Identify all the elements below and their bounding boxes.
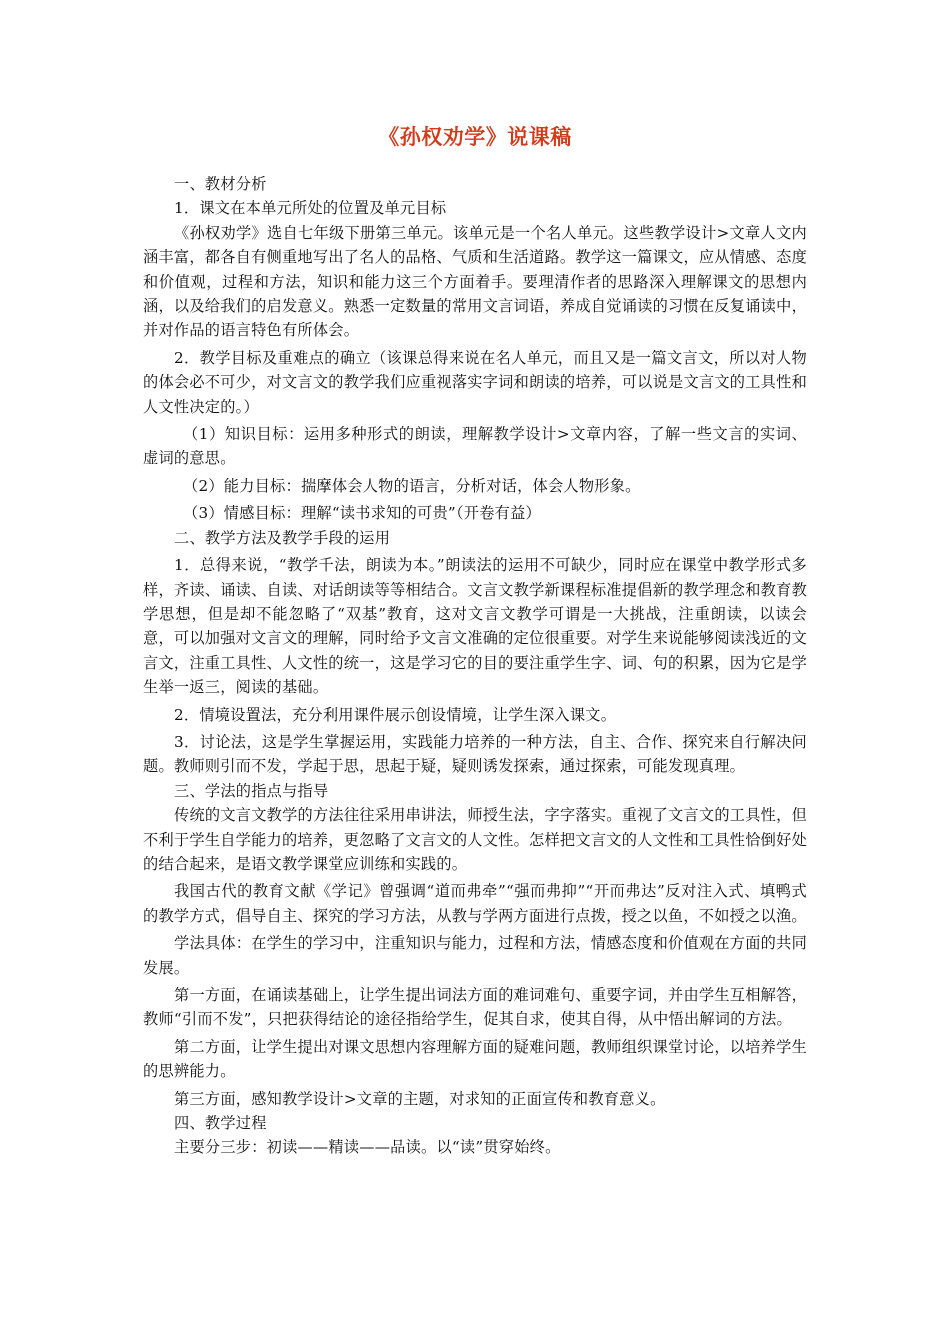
paragraph-situation-method: 2．情境设置法，充分利用课件展示创设情境，让学生深入课文。 [174,705,617,724]
paragraph-first-aspect: 第一方面，在诵读基础上，让学生提出词法方面的难词难句、重要字词，并由学生互相解答，教师“引而不发”，只把获得结论的途径指给学生，促其自求，使其自得，从中悟出解词的方法。 [143,986,807,1029]
section-heading-1: 一、教材分析 [174,175,267,193]
document-body [143,172,807,1160]
document-title: 《孙权劝学》说课稿 [378,124,572,149]
section-heading-3: 三、学法的指点与指导 [174,781,329,800]
paragraph-xueji: 我国古代的教育文献《学记》曾强调“道而弗牵”“强而弗抑”“开而弗达”反对注入式、填鸭式的教学方式，倡导自主、探究的学习方法，从教与学两方面进行点拨，授之以鱼，不如授之以渔。 [143,882,807,925]
paragraph-discussion-method: 3．讨论法，这是学生掌握运用，实践能力培养的一种方法，自主、合作、探究来自行解决问题。教师则引而不发，学起于思，思起于疑，疑则诱发探索，通过探索，可能发现真理。 [143,732,807,776]
paragraph-knowledge-goal: （1）知识目标：运用多种形式的朗读，理解教学设计>文章内容，了解一些文言的实词、虚词的意思。 [143,425,807,468]
paragraph-traditional-teaching: 传统的文言文教学的方法往往采用串讲法，师授生法，字字落实。重视了文言文的工具性，但不利于学生自学能力的培养，更忽略了文言文的人文性。怎样把文言文的人文性和工具性恰倒好处的结合起来，是语文教学课堂应训练和实践的。 [143,806,807,873]
paragraph-teaching-goals: 2．教学目标及重难点的确立（该课总得来说在名人单元，而且又是一篇文言文，所以对人物的体会必不可少，对文言文的教学我们应重视落实字词和朗读的培养，可以说是文言文的工具性和人文性决定的。） [143,348,807,416]
paragraph-second-aspect: 第二方面，让学生提出对课文思想内容理解方面的疑难问题，教师组织课堂讨论，以培养学生的思辨能力。 [143,1037,807,1081]
paragraph-emotion-goal: （3）情感目标：理解“读书求知的可贵”（开卷有益） [183,504,541,523]
paragraph-unit-position: 《孙权劝学》选自七年级下册第三单元。该单元是一个名人单元。这些教学设计>文章人文内涵丰富，都各自有侧重地写出了名人的品格、气质和生活道路。教学这一篇课文，应从情感、态度和价值观，过程和方法，知识和能力这三个方面着手。要理清作者的思路深入理解课文的思想内涵，以及给我们的启发意义。熟悉一定数量的常用文言词语，养成自觉诵读的习惯在反复诵读中，并对作品的语言特色有所体会。 [143,223,807,340]
section-heading-2: 二、教学方法及教学手段的运用 [174,528,391,547]
paragraph-reading-method: 1．总得来说，“教学千法，朗读为本。”朗读法的运用不可缺少，同时应在课堂中教学形式多样，齐读、诵读、自读、对话朗读等等相结合。文言文教学新课程标准提倡新的教学理念和教育教学思想，但是却不能忽略了“双基”教育，这对文言文教学可谓是一大挑战，注重朗读，以读会意，可以加强对文言文的理解，同时给予文言文准确的定位很重要。对学生来说能够阅读浅近的文言文，注重工具性、人文性的统一，这是学习它的目的要注重学生字、词、句的积累，因为它是学生举一返三，阅读的基础。 [143,556,807,697]
subsection-heading-1-1: 1．课文在本单元所处的位置及单元目标 [174,199,447,218]
paragraph-third-aspect: 第三方面，感知教学设计>文章的主题，对求知的正面宣传和教育意义。 [174,1089,666,1108]
paragraph-ability-goal: （2）能力目标：揣摩体会人物的语言，分析对话，体会人物形象。 [183,476,641,495]
section-heading-4: 四、教学过程 [174,1114,267,1133]
paragraph-study-method: 学法具体：在学生的学习中，注重知识与能力，过程和方法，情感态度和价值观在方面的共同发展。 [143,934,807,977]
paragraph-process-steps: 主要分三步：初读——精读——品读。以“读”贯穿始终。 [174,1138,561,1157]
